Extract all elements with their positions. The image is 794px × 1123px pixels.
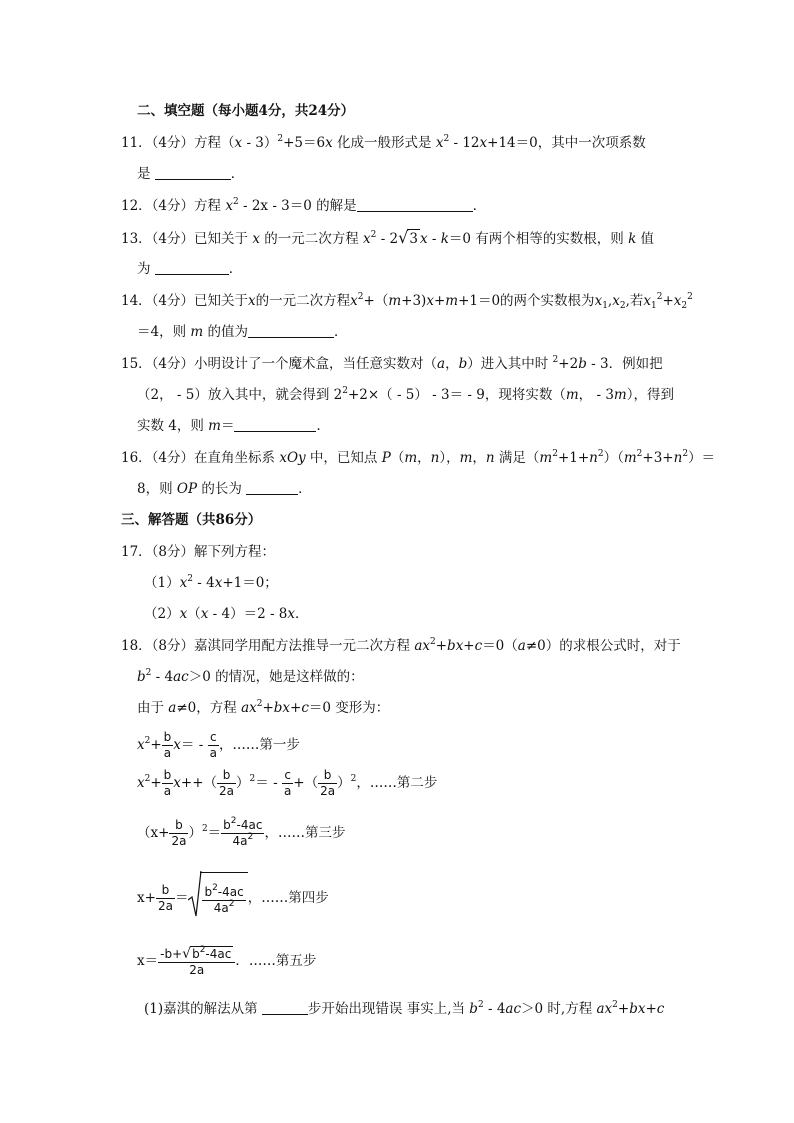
q11-var: x — [234, 135, 243, 151]
answer-blank[interactable] — [357, 198, 473, 212]
q16-exp: 2 — [636, 449, 643, 459]
q14-var: x — [426, 293, 434, 309]
q16-text: 8，则 — [137, 481, 177, 497]
step-text: ＝ - — [180, 737, 208, 753]
derivation-step-4 — [137, 872, 329, 925]
q15-text: ， - 3 — [578, 387, 614, 403]
fraction-denominator: a — [283, 784, 292, 798]
q14-text: +1＝0的两个实数根为 — [458, 293, 595, 309]
fraction-denominator: 2a — [171, 834, 187, 848]
step-text: x+ — [137, 890, 156, 906]
step-text: （x+ — [137, 825, 170, 841]
answer-blank[interactable] — [246, 481, 298, 495]
q16-text: ， — [417, 450, 431, 466]
question-17-part2 — [144, 605, 309, 623]
q15-text: ），得到 — [626, 387, 674, 403]
q11-exp: 2 — [277, 134, 284, 144]
q14-sub: 1 — [602, 301, 608, 311]
fraction — [217, 768, 236, 799]
q13-text: - 2 — [376, 231, 399, 247]
q14-text: ． — [334, 324, 348, 340]
q15-text: - 3．例如把 — [586, 356, 663, 372]
q14-var: x — [612, 293, 620, 309]
q11-text: ． — [230, 166, 245, 182]
fraction — [208, 730, 219, 761]
q18-var: ax — [596, 1001, 613, 1017]
q14-exp: 2 — [357, 292, 364, 302]
fraction — [162, 730, 174, 761]
q18-exp: 2 — [477, 1000, 484, 1010]
q18-exp: 2 — [430, 637, 436, 647]
q15-var: m — [613, 387, 627, 403]
step-var: x — [137, 775, 145, 791]
q12-var: x — [225, 198, 233, 214]
step-text: ） — [188, 825, 202, 841]
q18-text: ＞0 的情况，她是这样做的： — [188, 669, 364, 685]
fraction-numerator: -4ac — [236, 818, 263, 832]
question-11-line2 — [137, 165, 244, 183]
q15-text: +2 — [558, 356, 579, 372]
q18-var: +bx+c — [262, 700, 309, 716]
question-12 — [121, 197, 486, 215]
q16-var: n — [673, 450, 683, 466]
fraction-numerator: b — [163, 730, 172, 744]
q13-number: 13．（4分） — [121, 231, 195, 247]
q15-text: 实数 4，则 — [137, 418, 209, 434]
q17-var: x — [214, 575, 223, 591]
q16-var: n — [589, 450, 598, 466]
q13-var: x — [419, 231, 428, 247]
question-16-line2 — [137, 480, 312, 498]
step-text: ＝ — [174, 890, 189, 906]
step-text: +（ — [293, 775, 319, 791]
q15-text: ）进入其中时 — [467, 356, 553, 372]
q13-text: ． — [228, 261, 243, 277]
q11-text: 方程（ — [194, 135, 235, 151]
q13-var: k — [440, 231, 449, 247]
q11-text: - 3） — [242, 135, 278, 151]
question-18-line2 — [137, 668, 364, 686]
q18-exp: 2 — [256, 699, 263, 709]
q16-text: ）＝ — [688, 450, 716, 466]
q17-text: +1＝0； — [222, 575, 278, 591]
q16-text: ． — [298, 481, 312, 497]
fraction — [158, 946, 235, 978]
q18-text: - 4 — [151, 669, 174, 685]
question-13 — [121, 229, 654, 248]
q16-text: 在直角坐标系 — [194, 450, 280, 466]
q17-var: x — [287, 606, 296, 622]
q18-var: ac — [173, 669, 189, 685]
q16-text: ）（ — [603, 450, 624, 466]
q18-var: ax — [414, 638, 430, 654]
q11-var: x — [479, 135, 488, 151]
question-18-part1 — [144, 1000, 664, 1018]
q16-text: （ — [390, 450, 405, 466]
q13-exp: 2 — [370, 230, 377, 240]
fraction-denominator: 2a — [219, 784, 235, 798]
q16-var: m — [459, 450, 473, 466]
q17-text: （2） — [144, 606, 180, 622]
step-exp: 2 — [247, 832, 254, 842]
q11-number: 11．（4分） — [121, 135, 195, 151]
q16-exp: 2 — [682, 449, 689, 459]
q18-text: (1)嘉淇的解法从第 — [144, 1001, 262, 1017]
fraction-numerator: c — [208, 730, 219, 746]
q11-text: - 12 — [449, 135, 480, 151]
step-label: ，……第二步 — [356, 775, 438, 791]
step-label: ，……第一步 — [218, 737, 300, 753]
q18-var: b — [137, 669, 146, 685]
fraction-denominator: 2a — [189, 962, 205, 977]
fraction-numerator: b — [204, 885, 213, 899]
q13-text: - — [427, 231, 441, 247]
q18-var: +bx+c — [435, 638, 483, 654]
step-var: x+ — [173, 775, 193, 791]
fraction — [282, 768, 293, 799]
q18-text: ≠0）的求根公式时，对于 — [525, 638, 681, 654]
question-17-part1 — [144, 574, 278, 592]
q16-var: m — [404, 450, 418, 466]
q16-exp: 2 — [552, 449, 558, 459]
fraction — [162, 768, 174, 799]
q15-var: b — [458, 356, 468, 372]
fraction-numerator: -4ac — [217, 885, 244, 899]
fraction-denominator: a — [163, 784, 172, 798]
q13-var: k — [628, 231, 637, 247]
answer-blank[interactable] — [262, 1001, 308, 1015]
q11-var: x — [435, 135, 444, 151]
step-text: ） — [337, 775, 351, 791]
q14-text: +（ — [363, 293, 389, 309]
q13-text: 值 — [636, 231, 655, 247]
q18-var: a — [517, 638, 526, 654]
q14-var: x — [673, 293, 682, 309]
fraction — [318, 768, 337, 799]
question-14: 14．（4分）已知关于x的一元二次方程$x^2+(m+3)x+m+1=0$的两个实数根为$x_1,x_2$,若$x_1^2+x_2^2$ — [121, 292, 693, 311]
q16-text: 的长为 — [197, 481, 247, 497]
q13-radicand: 3 — [409, 231, 418, 247]
q16-text: +1+ — [557, 450, 590, 466]
q14-sub: 1 — [651, 301, 657, 311]
step-exp: 2 — [350, 774, 357, 784]
derivation-step-5 — [137, 940, 316, 982]
q18-text: ＝0 变形为： — [308, 700, 390, 716]
answer-blank[interactable] — [248, 324, 334, 338]
q17-text: - 4 — [192, 575, 215, 591]
fraction-numerator: b — [217, 768, 236, 784]
q16-var: OP — [176, 481, 198, 497]
fraction — [169, 818, 188, 849]
q13-var: x — [252, 231, 260, 247]
q15-text: ． — [316, 418, 330, 434]
q12-text: ． — [472, 198, 487, 214]
step-label: ，……第四步 — [247, 890, 329, 906]
step-label: ．……第五步 — [235, 953, 317, 969]
fraction-denominator: 2a — [320, 784, 336, 798]
q16-var: P — [381, 450, 391, 466]
q11-text: 是 — [137, 166, 155, 182]
q11-exp: 2 — [443, 134, 450, 144]
q18-text: ≠0，方程 — [176, 700, 242, 716]
q17-number: 17．（8分） — [121, 544, 195, 560]
sqrt-icon — [188, 872, 247, 925]
q17-text: - 4）＝2 - 8 — [208, 606, 288, 622]
step-var: x — [137, 737, 145, 753]
step-text: ＝ — [207, 825, 222, 841]
q17-var: x — [200, 606, 209, 622]
fraction — [221, 818, 264, 849]
q12-number: 12．（4分） — [121, 198, 195, 214]
fraction-numerator: b — [156, 883, 175, 899]
q18-var: ac — [505, 1001, 522, 1017]
q13-var: x — [363, 231, 371, 247]
q17-text: （ — [187, 606, 201, 622]
step-text: ） — [236, 775, 250, 791]
q14-var: x — [643, 293, 651, 309]
q14-text: ,若 — [625, 293, 644, 309]
q15-text: （2， - 5）放入其中，就会得到 2 — [137, 387, 343, 403]
q18-exp: 2 — [612, 1000, 618, 1010]
q14-var: x — [594, 293, 603, 309]
answer-blank[interactable] — [234, 418, 316, 432]
q14-text: 的一元二次方程 — [255, 293, 351, 309]
q14-number: 14．（4分） — [121, 293, 195, 309]
q17-exp: 2 — [187, 574, 193, 584]
q15-number: 15．（4分） — [121, 356, 195, 372]
step-exp: 2 — [228, 899, 235, 909]
q18-var: ax — [241, 700, 257, 716]
q17-var: x — [179, 606, 188, 622]
q18-text: ＝0（ — [482, 638, 518, 654]
fraction-denominator: 4a — [232, 834, 248, 848]
sqrt-icon: √ — [182, 945, 192, 962]
q16-var: m — [623, 450, 637, 466]
fraction-numerator: b — [163, 768, 172, 782]
derivation-step-2: $x^2+$ $\frac{b}{a}$ x++（ $\frac{b}{2a}$ ）$^2$＝ - $\frac{c}{a}$ +（ $\frac{b}{2a}$ ）$^2$，……第二步 — [137, 768, 438, 798]
fraction-denominator: a — [163, 746, 172, 760]
q17-var: x — [179, 575, 188, 591]
sqrt-icon: √ — [398, 228, 409, 247]
fraction-numerator: b — [169, 818, 188, 834]
q18-text: ＞0 时,方程 — [521, 1001, 597, 1017]
fraction-numerator: -4ac — [205, 946, 232, 961]
q14-var: x — [248, 293, 256, 309]
answer-blank[interactable] — [155, 166, 231, 180]
q14-sub: 2 — [619, 301, 626, 311]
q18-var: a — [168, 700, 177, 716]
q17-text: （1） — [144, 575, 180, 591]
question-18 — [121, 637, 681, 655]
step-text: x＝ — [137, 953, 159, 969]
q16-text: ）， — [439, 450, 460, 466]
fraction — [156, 883, 175, 914]
fraction-denominator: 2a — [157, 899, 173, 913]
section-2-heading: 二、填空题（每小题4分，共24分） — [137, 103, 355, 119]
step-exp: 2 — [201, 824, 208, 834]
step-exp: 2 — [230, 816, 237, 826]
q12-text: 方程 — [194, 198, 226, 214]
q13-text: 为 — [137, 261, 155, 277]
q18-text: 嘉淇同学用配方法推导一元二次方程 — [194, 638, 415, 654]
q16-text: 中，已知点 — [305, 450, 382, 466]
q15-text: ＝ — [220, 418, 235, 434]
q16-exp: 2 — [597, 449, 604, 459]
q15-var: m — [565, 387, 579, 403]
answer-blank[interactable] — [155, 261, 229, 275]
step-text: ＝ - — [255, 775, 282, 791]
step-exp: 2 — [249, 774, 256, 784]
question-15-line3 — [137, 417, 330, 435]
fraction-numerator: b — [192, 946, 200, 961]
q14-var: m — [388, 293, 402, 309]
question-15-line2 — [137, 386, 674, 404]
q16-var: xOy — [279, 450, 306, 466]
q17-text: 解下列方程： — [194, 544, 276, 560]
step-var: x — [173, 737, 181, 753]
q15-text: +2×（ - 5） - 3＝ - 9，现将实数（ — [347, 387, 566, 403]
question-16 — [121, 449, 715, 467]
q18-number: 18．（8分） — [121, 638, 195, 654]
q15-var: m — [208, 418, 221, 434]
q15-text: ， — [445, 356, 459, 372]
q18-text: 由于 — [137, 700, 169, 716]
q14-var: m — [190, 324, 204, 340]
q11-text: 化成一般形式是 — [337, 135, 436, 151]
q16-var: n — [430, 450, 440, 466]
q16-var: m — [539, 450, 553, 466]
q11-text: +5＝6 — [283, 135, 326, 151]
step-exp: 2 — [212, 883, 218, 893]
question-15 — [121, 355, 663, 373]
derivation-step-3 — [137, 813, 345, 853]
step-exp: 2 — [144, 736, 151, 746]
q14-var: x — [350, 293, 358, 309]
q14-sub: 2 — [681, 301, 688, 311]
q11-text: +14＝0，其中一次项系数 — [487, 135, 646, 151]
fraction-numerator: -b+ — [160, 946, 183, 961]
q13-text: ＝0 有两个相等的实数根，则 — [448, 231, 629, 247]
fraction-denominator: a — [209, 746, 217, 760]
q14-exp: 2 — [687, 292, 693, 302]
q12-text: - 2x - 3＝0 的解是 — [238, 198, 357, 214]
q15-var: a — [437, 356, 446, 372]
question-14-line2 — [137, 323, 348, 341]
q15-text: 小明设计了一个魔术盒，当任意实数对（ — [194, 356, 438, 372]
q11-var: x — [325, 135, 333, 151]
q15-exp: 2 — [552, 355, 559, 365]
question-18-line3 — [137, 699, 389, 717]
fraction-numerator: b — [223, 818, 231, 832]
q16-text: 满足（ — [494, 450, 540, 466]
fraction-numerator: b — [318, 768, 337, 784]
q14-var: m — [445, 293, 459, 309]
q12-exp: 2 — [232, 197, 239, 207]
q13-text: 的一元二次方程 — [259, 231, 364, 247]
fraction-denominator: 4a — [213, 901, 229, 915]
fraction-numerator: c — [282, 768, 293, 784]
q16-text: +3+ — [642, 450, 674, 466]
q14-exp: 2 — [656, 292, 663, 302]
question-17 — [121, 543, 275, 561]
q14-text: ＝4，则 — [137, 324, 191, 340]
q17-text: ． — [295, 606, 309, 622]
q15-var: b — [578, 356, 587, 372]
q13-text: 已知关于 — [194, 231, 253, 247]
q16-number: 16．（4分） — [121, 450, 195, 466]
derivation-step-1: $x^2+$ $\frac{b}{a}$ x＝ - $\frac{c}{a}$ ，……第一步 — [137, 730, 300, 760]
step-exp: 2 — [199, 944, 206, 955]
q16-text: ， — [472, 450, 486, 466]
q18-text: - 4 — [483, 1001, 506, 1017]
q16-var: n — [485, 450, 495, 466]
fraction — [202, 885, 245, 916]
question-11 — [121, 134, 646, 152]
question-13-line2 — [137, 260, 242, 278]
q14-text: +3) — [401, 293, 427, 309]
section-3-heading: 三、解答题（共86分） — [121, 512, 262, 528]
q18-exp: 2 — [145, 668, 152, 678]
step-exp: 2 — [144, 774, 151, 784]
step-text: +（ — [192, 775, 218, 791]
step-label: ，……第三步 — [264, 825, 346, 841]
q15-exp: 2 — [342, 386, 348, 396]
q18-text: 步开始出现错误 事实上,当 — [307, 1001, 470, 1017]
q14-text: 已知关于 — [194, 293, 249, 309]
q14-text: 的值为 — [203, 324, 248, 340]
q18-var: +bx+c — [617, 1001, 665, 1017]
q18-var: b — [469, 1001, 478, 1017]
